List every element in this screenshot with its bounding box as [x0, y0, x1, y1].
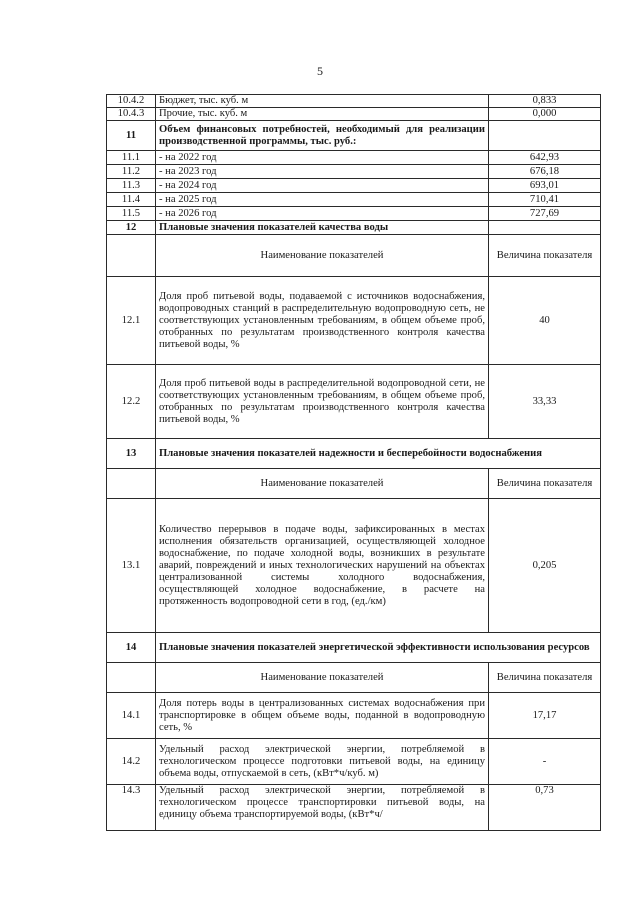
table-row	[107, 108, 601, 121]
row-label: - на 2023 год	[156, 165, 489, 179]
row-number: 11.1	[107, 151, 156, 165]
column-header-row	[107, 235, 601, 277]
page-number: 5	[317, 64, 323, 78]
empty-cell	[107, 235, 156, 277]
row-number: 11.2	[107, 165, 156, 179]
row-number: 12.2	[107, 365, 156, 439]
column-header-row	[107, 663, 601, 693]
row-value: 40	[489, 277, 601, 365]
section-header-row	[107, 121, 601, 151]
row-number: 11.4	[107, 193, 156, 207]
table-row	[107, 193, 601, 207]
indicators-table	[106, 94, 601, 831]
column-header-value: Величина показателя	[489, 235, 601, 277]
row-label: Прочие, тыс. куб. м	[156, 108, 489, 121]
empty-cell	[489, 121, 601, 151]
row-number: 14.2	[107, 739, 156, 785]
table-row	[107, 277, 601, 365]
table-row	[107, 95, 601, 108]
row-label: - на 2024 год	[156, 179, 489, 193]
table-row	[107, 179, 601, 193]
table-row	[107, 151, 601, 165]
section-number: 11	[107, 121, 156, 151]
empty-cell	[489, 221, 601, 235]
row-label: Доля проб питьевой воды в распределительной водопроводной сети, не соответствующих установленным требованиям, в общем объеме проб, отобранных по результатам производственного контроля качества питьевой воды, %	[156, 365, 489, 439]
row-value: -	[489, 739, 601, 785]
column-header-value: Величина показателя	[489, 469, 601, 499]
row-number: 14.1	[107, 693, 156, 739]
row-value: 642,93	[489, 151, 601, 165]
row-label: Количество перерывов в подаче воды, зафиксированных в местах исполнения обязательств организацией, осуществляющей холодное водоснабжение, по подаче холодной воды, возникших в результате аварий, повреждений и иных технологических нарушений на объектах централизованной системы холодного водоснабжения, осуществляющей холодное водоснабжение, в расчете на протяженность водопроводной сети в год, (ед./км)	[156, 499, 489, 633]
table-row	[107, 693, 601, 739]
row-label: - на 2022 год	[156, 151, 489, 165]
row-label: Доля потерь воды в централизованных системах водоснабжения при транспортировке в общем объеме воды, поданной в водопроводную сеть, %	[156, 693, 489, 739]
row-label: Бюджет, тыс. куб. м	[156, 95, 489, 108]
row-number: 12.1	[107, 277, 156, 365]
row-value: 0,000	[489, 108, 601, 121]
column-header-name: Наименование показателей	[156, 469, 489, 499]
table-row	[107, 365, 601, 439]
row-number: 14.3	[107, 785, 156, 831]
section-header-row	[107, 221, 601, 235]
section-title: Плановые значения показателей качества воды	[156, 221, 489, 235]
row-label: Удельный расход электрической энергии, потребляемой в технологическом процессе подготовки питьевой воды, на единицу объема воды, отпускаемой в сеть, (кВт*ч/куб. м)	[156, 739, 489, 785]
column-header-name: Наименование показателей	[156, 663, 489, 693]
row-number: 13.1	[107, 499, 156, 633]
table-row	[107, 165, 601, 179]
column-header-row	[107, 469, 601, 499]
section-number: 12	[107, 221, 156, 235]
table-row	[107, 739, 601, 785]
table-row	[107, 785, 601, 831]
row-value: 710,41	[489, 193, 601, 207]
row-value: 0,73	[489, 785, 601, 831]
empty-cell	[107, 663, 156, 693]
row-label: - на 2025 год	[156, 193, 489, 207]
column-header-value: Величина показателя	[489, 663, 601, 693]
row-value: 676,18	[489, 165, 601, 179]
section-title: Плановые значения показателей энергетической эффективности использования ресурсов	[156, 633, 601, 663]
section-number: 13	[107, 439, 156, 469]
row-label: Доля проб питьевой воды, подаваемой с источников водоснабжения, водопроводных станций в распределительную водопроводную сеть, не соответствующих установленным требованиям, в общем объеме проб, отобранных по результатам производственного контроля качества питьевой воды, %	[156, 277, 489, 365]
row-number: 10.4.2	[107, 95, 156, 108]
section-title: Объем финансовых потребностей, необходимый для реализации производственной программы, тыс. руб.:	[156, 121, 489, 151]
row-label: - на 2026 год	[156, 207, 489, 221]
row-value: 0,205	[489, 499, 601, 633]
row-value: 0,833	[489, 95, 601, 108]
empty-cell	[107, 469, 156, 499]
row-value: 693,01	[489, 179, 601, 193]
row-value: 17,17	[489, 693, 601, 739]
section-number: 14	[107, 633, 156, 663]
section-header-row	[107, 439, 601, 469]
row-number: 11.5	[107, 207, 156, 221]
row-value: 727,69	[489, 207, 601, 221]
table-row	[107, 207, 601, 221]
section-header-row	[107, 633, 601, 663]
table-row	[107, 499, 601, 633]
row-number: 11.3	[107, 179, 156, 193]
column-header-name: Наименование показателей	[156, 235, 489, 277]
section-title: Плановые значения показателей надежности и бесперебойности водоснабжения	[156, 439, 601, 469]
row-value: 33,33	[489, 365, 601, 439]
row-number: 10.4.3	[107, 108, 156, 121]
row-label: Удельный расход электрической энергии, потребляемой в технологическом процессе транспортировки питьевой воды, на единицу объема транспортируемой воды, (кВт*ч/	[156, 785, 489, 831]
